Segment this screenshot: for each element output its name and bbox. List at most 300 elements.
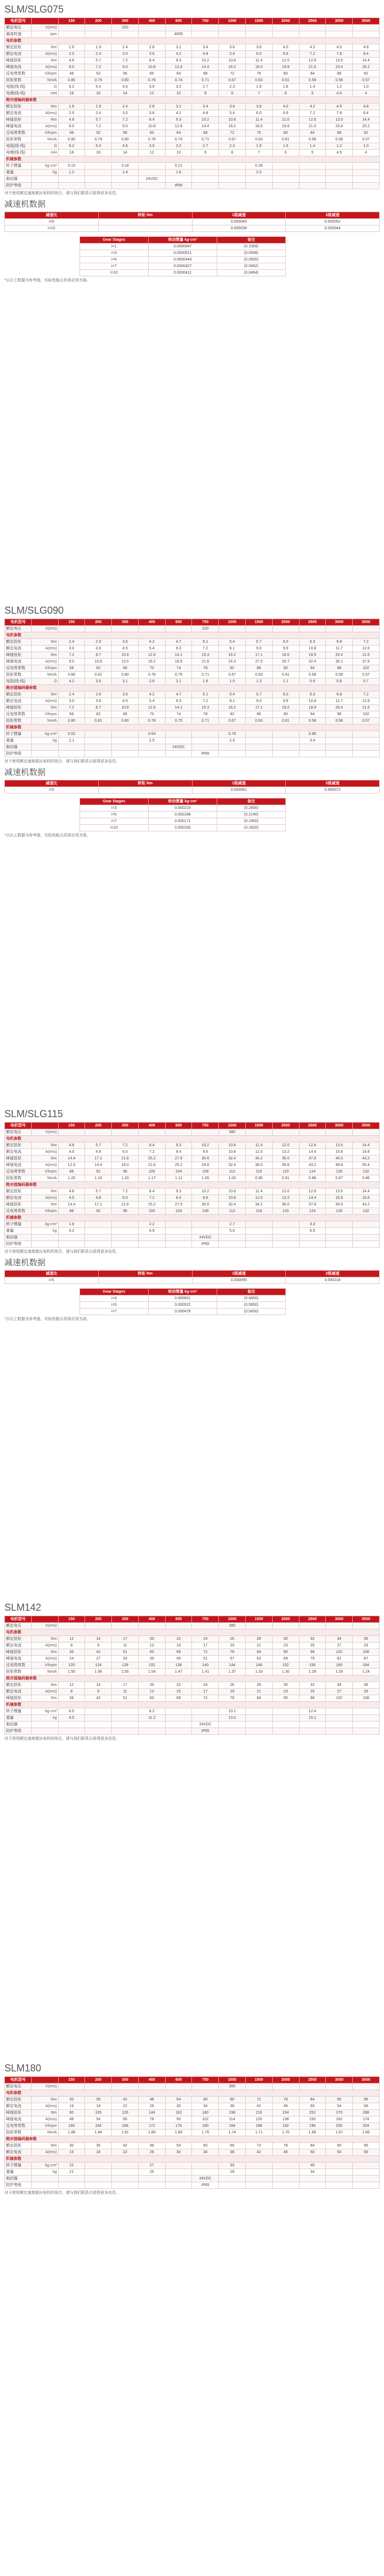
cell-value: 94 — [299, 665, 326, 672]
cell-value: 0.58 — [299, 672, 326, 678]
cell-value — [112, 1722, 139, 1728]
reducer-cell — [98, 219, 192, 225]
cell-value — [138, 1722, 165, 1728]
cell-value — [192, 1129, 219, 1136]
cell-value: 42 — [246, 2149, 273, 2156]
section-slm-slg115 — [4, 1108, 380, 1324]
row-unit: Nm — [31, 1142, 58, 1149]
table-row — [5, 1156, 380, 1162]
cell-value: 32.4 — [299, 659, 326, 665]
cell-value: 7.2 — [192, 646, 219, 652]
cell-value: 8.4 — [165, 1149, 192, 1156]
cell-value: 50.4 — [353, 1162, 380, 1169]
cell-value: 2.2 — [138, 1221, 165, 1228]
cell-value: 112 — [219, 1208, 246, 1215]
table-row — [5, 1629, 380, 1636]
cell-value — [85, 2176, 112, 2182]
cell-value: 64 — [165, 71, 192, 77]
cell-value: 16.8 — [353, 1195, 380, 1202]
cell-value: 16.2 — [219, 652, 246, 659]
row-label: 峰值扭矩 — [5, 1649, 32, 1656]
cell-value: 102 — [353, 665, 380, 672]
cell-value: 12.6 — [299, 117, 326, 123]
inertia-cell: (0.2140) — [217, 812, 285, 818]
table-row — [5, 2182, 380, 2189]
cell-value: 84 — [299, 71, 326, 77]
reducer-header: 1级减速 — [192, 780, 286, 787]
cell-value: 42 — [85, 1695, 112, 1702]
inertia-header: Gear Stages — [80, 1289, 148, 1295]
cell-value: 11.2 — [138, 1715, 165, 1722]
cell-value: 4.7 — [165, 692, 192, 698]
cell-value — [272, 2182, 299, 2189]
cell-value: 3.6 — [85, 678, 112, 685]
cell-value: 10.2 — [192, 1188, 219, 1195]
cell-value: 11.7 — [326, 646, 353, 652]
cell-value: 6 — [272, 150, 299, 156]
cell-value: 4.8 — [353, 104, 380, 110]
cell-value — [192, 1708, 219, 1715]
cell-value: 1.20 — [58, 1175, 85, 1182]
inertia-cell: 0.0000521 — [148, 250, 217, 257]
table-row — [5, 1195, 380, 1202]
cell-value: 29 — [353, 1689, 380, 1695]
cell-value: 62 — [85, 711, 112, 718]
inertia-cell: i=7 — [80, 818, 148, 825]
cell-value: 6.3 — [299, 692, 326, 698]
row-label: 峰值电流 — [5, 1162, 32, 1169]
cell-value — [272, 1722, 299, 1728]
cell-value: 16 — [58, 2149, 85, 2156]
cell-value: 3.6 — [112, 639, 139, 646]
cell-value — [353, 738, 380, 744]
cell-value: 8.7 — [85, 652, 112, 659]
cell-value: 0.61 — [272, 718, 299, 724]
row-label: 电阻(线-线) — [5, 84, 32, 90]
table-row — [5, 1695, 380, 1702]
cell-value: 168 — [112, 2123, 139, 2130]
row-label: 制动器 — [5, 176, 32, 183]
row-label: 防护等级 — [5, 183, 32, 189]
table-row — [5, 1175, 380, 1182]
cell-value — [219, 25, 246, 31]
cell-value — [165, 1708, 192, 1715]
inertia-cell: i=3 — [80, 250, 148, 257]
column-header — [31, 1616, 58, 1623]
cell-value: 72 — [246, 2097, 273, 2103]
cell-value: 1.41 — [192, 1669, 219, 1675]
cell-value: 0.80 — [112, 137, 139, 143]
row-unit: Nm/A — [31, 77, 58, 84]
inertia-cell: i=10 — [80, 825, 148, 831]
row-label: 扭矩常数 — [5, 672, 32, 678]
cell-value — [326, 2084, 353, 2090]
cell-value: 22 — [112, 2149, 139, 2156]
reducer-cell: i=5 — [5, 219, 99, 225]
cell-value: 3.0 — [112, 51, 139, 58]
cell-value: 164 — [353, 1662, 380, 1669]
cell-value: 74 — [165, 665, 192, 672]
cell-value: 128 — [326, 1169, 353, 1175]
table-row — [5, 639, 380, 646]
cell-value: 1.6 — [165, 169, 192, 176]
cell-value: 4.8 — [353, 44, 380, 51]
cell-value — [165, 1728, 192, 1735]
cell-value: 20 — [138, 1636, 165, 1643]
cell-value — [112, 1129, 139, 1136]
cell-value: 0.21 — [165, 163, 192, 169]
cell-value: 68 — [192, 130, 219, 137]
cell-value: 1.8 — [58, 1221, 85, 1228]
cell-value — [112, 626, 139, 632]
cell-value: 88 — [326, 130, 353, 137]
cell-value: 22 — [58, 2162, 85, 2169]
column-header: 400 — [138, 2077, 165, 2084]
cell-value: 14.4 — [58, 1202, 85, 1208]
row-label: 重量 — [5, 1715, 32, 1722]
cell-value: 36.0 — [272, 1202, 299, 1208]
cell-value: 1.50 — [58, 1669, 85, 1675]
reducer-header: 2级减速 — [286, 212, 380, 219]
reducer-cell: 0.000118 — [286, 1277, 380, 1284]
cell-value: 5 — [299, 150, 326, 156]
cell-value: 162 — [165, 2110, 192, 2116]
cell-value: 1.70 — [272, 2130, 299, 2136]
cell-value — [219, 2176, 246, 2182]
row-label: 最高转速 — [5, 31, 32, 38]
cell-value: 1.6 — [58, 44, 85, 51]
cell-value: 120 — [272, 1208, 299, 1215]
cell-value: 152 — [272, 1662, 299, 1669]
cell-value — [272, 169, 299, 176]
cell-value: 1.8 — [192, 678, 219, 685]
row-unit: A(rms) — [31, 2149, 58, 2156]
table-row — [5, 678, 380, 685]
cell-value: 18.0 — [272, 705, 299, 711]
column-header: 电机型号 — [5, 1616, 32, 1623]
cell-value — [246, 31, 273, 38]
column-header — [31, 2077, 58, 2084]
cell-value: 6.0 — [272, 692, 299, 698]
cell-value: 26 — [219, 1636, 246, 1643]
cell-value: 126 — [246, 2116, 273, 2123]
cell-value: 9.0 — [112, 64, 139, 71]
cell-value: 4.9 — [138, 1228, 165, 1235]
cell-value: 10.8 — [219, 117, 246, 123]
table-row — [5, 176, 380, 183]
table-row — [5, 744, 380, 751]
reducer-title: 减速机数据 — [4, 200, 46, 209]
cell-value: 0.71 — [192, 718, 219, 724]
reducer-cell: 0.000072 — [286, 787, 380, 794]
cell-value — [192, 176, 219, 183]
inertia-header: 转动惯量 kg·cm² — [148, 799, 217, 805]
cell-value: 81 — [326, 1656, 353, 1662]
row-label: 额定扭矩 — [5, 1636, 32, 1643]
cell-value: 1.37 — [219, 1669, 246, 1675]
cell-value: 5.4 — [219, 110, 246, 117]
cell-value — [353, 2169, 380, 2176]
cell-value: 21.6 — [138, 1162, 165, 1169]
cell-value — [165, 2084, 192, 2090]
cell-value: 1.91 — [112, 2130, 139, 2136]
cell-value: 84 — [246, 1649, 273, 1656]
cell-value — [299, 1722, 326, 1728]
table-row — [5, 711, 380, 718]
cell-value — [219, 183, 246, 189]
cell-value: 6.8 — [326, 639, 353, 646]
cell-value: 4.8 — [192, 110, 219, 117]
cell-value: 42 — [246, 2103, 273, 2110]
cell-value: 1.2 — [326, 143, 353, 150]
cell-value: 9.3 — [165, 1188, 192, 1195]
cell-value — [138, 626, 165, 632]
cell-value: 0.78 — [138, 718, 165, 724]
row-unit: Nm — [31, 1188, 58, 1195]
table-row — [5, 2176, 380, 2182]
cell-value — [272, 2084, 299, 2090]
table-row — [5, 724, 380, 731]
cell-value: 0.80 — [112, 672, 139, 678]
cell-value — [192, 1623, 219, 1629]
cell-value — [112, 1708, 139, 1715]
reducer-header: 转矩 Nm — [98, 212, 192, 219]
cell-value — [272, 2176, 299, 2182]
cell-value: 116 — [246, 1169, 273, 1175]
cell-value — [112, 2176, 139, 2182]
cell-value: 11 — [112, 1643, 139, 1649]
cell-value: 1.30 — [272, 1669, 299, 1675]
cell-value: 1.80 — [165, 2130, 192, 2136]
cell-value: 6.0 — [58, 123, 85, 130]
cell-value: 0.80 — [58, 137, 85, 143]
spec-table — [4, 18, 380, 189]
cell-value: 26 — [138, 2103, 165, 2110]
cell-value: 84 — [246, 1695, 273, 1702]
cell-value: 1.2 — [58, 169, 85, 176]
cell-value: 30 — [272, 1636, 299, 1643]
table-row — [80, 257, 285, 263]
row-unit — [31, 744, 58, 751]
cell-value — [246, 1235, 273, 1241]
cell-value: 24VDC — [192, 1235, 219, 1241]
cell-value — [219, 2182, 246, 2189]
cell-value: 2.4 — [112, 104, 139, 110]
cell-value: 102 — [326, 1695, 353, 1702]
inertia-cell: (0.5950) — [217, 1302, 285, 1309]
cell-value: 88 — [58, 1208, 85, 1215]
row-label: 峰值扭矩 — [5, 2110, 32, 2116]
cell-value: 10.1 — [219, 1708, 246, 1715]
row-unit: kg — [31, 1715, 58, 1722]
cell-value: 198 — [219, 2110, 246, 2116]
cell-value: 2.7 — [219, 1221, 246, 1228]
cell-value: 60 — [138, 71, 165, 77]
cell-value — [353, 1722, 380, 1728]
row-label: 扭矩常数 — [5, 2130, 32, 2136]
row-unit: Ω — [31, 678, 58, 685]
row-unit: Nm/A — [31, 137, 58, 143]
cell-value — [192, 1221, 219, 1228]
cell-value: 0.78 — [138, 77, 165, 84]
cell-value: 16 — [85, 90, 112, 97]
cell-value: 9 — [192, 150, 219, 156]
cell-value: 108 — [192, 1169, 219, 1175]
cell-value: 46 — [272, 2149, 299, 2156]
cell-value — [353, 626, 380, 632]
cell-value: 8.4 — [353, 51, 380, 58]
cell-value: 12.0 — [272, 58, 299, 64]
table-row — [5, 1669, 380, 1675]
cell-value: 120 — [272, 1169, 299, 1175]
band-label: 绝对值编码器参数 — [5, 2136, 380, 2143]
cell-value: 9.6 — [192, 1149, 219, 1156]
cell-value: 13.5 — [326, 1188, 353, 1195]
cell-value: 15.3 — [192, 705, 219, 711]
cell-value: 3.4 — [192, 104, 219, 110]
cell-value — [58, 1235, 85, 1241]
column-header: 200 — [85, 619, 112, 626]
cell-value: 84 — [299, 130, 326, 137]
cell-value — [58, 751, 85, 757]
cell-value: 1.11 — [165, 1175, 192, 1182]
row-unit: kg·cm² — [31, 1708, 58, 1715]
cell-value: 172 — [138, 2123, 165, 2130]
table-row — [80, 812, 285, 818]
cell-value: 78 — [192, 665, 219, 672]
row-unit: V/krpm — [31, 1208, 58, 1215]
cell-value: 4.6 — [112, 84, 139, 90]
cell-value: 8.1 — [219, 698, 246, 705]
cell-value — [272, 626, 299, 632]
row-unit: kg — [31, 1228, 58, 1235]
cell-value — [58, 626, 85, 632]
cell-value — [58, 1623, 85, 1629]
row-unit: V/krpm — [31, 71, 58, 77]
row-label: 额定扭矩 — [5, 2143, 32, 2149]
cell-value: 0.78 — [138, 672, 165, 678]
cell-value: 216 — [246, 2110, 273, 2116]
column-header: 1000 — [219, 1123, 246, 1129]
cell-value: 22 — [112, 2103, 139, 2110]
row-label: 扭矩常数 — [5, 1175, 32, 1182]
inertia-header: 转动惯量 kg·cm² — [148, 1289, 217, 1295]
cell-value: 7 — [246, 90, 273, 97]
cell-value: 200 — [326, 2123, 353, 2130]
cell-value: 9 — [85, 1689, 112, 1695]
cell-value: 1.20 — [112, 1175, 139, 1182]
row-label: 额定电流 — [5, 51, 32, 58]
row-unit: A(rms) — [31, 1162, 58, 1169]
cell-value: 90 — [58, 2110, 85, 2116]
cell-value: 64 — [165, 130, 192, 137]
section-title: SLM/SLG075 — [4, 4, 64, 15]
cell-value: 1.88 — [58, 2130, 85, 2136]
cell-value: 0.80 — [112, 718, 139, 724]
cell-value: 3.4 — [299, 738, 326, 744]
cell-value — [326, 1235, 353, 1241]
column-header: 750 — [192, 1616, 219, 1623]
table-row — [5, 104, 380, 110]
cell-value: 6.6 — [272, 110, 299, 117]
cell-value: 12.0 — [58, 1162, 85, 1169]
row-label: 峰值扭矩 — [5, 652, 32, 659]
cell-value: 184 — [219, 2123, 246, 2130]
cell-value — [246, 2169, 273, 2176]
table-row — [5, 1722, 380, 1728]
cell-value: 0.58 — [299, 137, 326, 143]
cell-value: 48 — [58, 130, 85, 137]
cell-value — [192, 744, 219, 751]
table-row — [5, 110, 380, 117]
cell-value — [353, 25, 380, 31]
cell-value: 21 — [246, 1689, 273, 1695]
cell-value: 13.2 — [272, 1149, 299, 1156]
cell-value — [58, 2176, 85, 2182]
cell-value: 2.4 — [58, 692, 85, 698]
cell-value — [246, 2084, 273, 2090]
cell-value — [138, 1235, 165, 1241]
cell-value: 90 — [326, 2143, 353, 2149]
reducer-cell: 0.000044 — [286, 225, 380, 232]
cell-value — [353, 176, 380, 183]
cell-value: 11.7 — [326, 698, 353, 705]
cell-value — [246, 1708, 273, 1715]
cell-value: 128 — [326, 1208, 353, 1215]
cell-value — [246, 1228, 273, 1235]
cell-value: 0.71 — [192, 137, 219, 143]
cell-value: 48 — [138, 2143, 165, 2149]
cell-value — [85, 25, 112, 31]
cell-value — [85, 1221, 112, 1228]
cell-value: 176 — [165, 2123, 192, 2130]
cell-value: 188 — [246, 2123, 273, 2130]
inertia-header: 备注 — [217, 1289, 285, 1295]
inertia-cell: 0.000478 — [148, 1309, 217, 1315]
cell-value — [326, 738, 353, 744]
table-row — [5, 1682, 380, 1689]
cell-value: 66 — [165, 1695, 192, 1702]
cell-value: 23.4 — [326, 123, 353, 130]
cell-value: 12 — [138, 150, 165, 156]
row-label: 转子惯量 — [5, 2162, 32, 2169]
cell-value — [299, 169, 326, 176]
cell-value — [112, 744, 139, 751]
band-label: 机械参数 — [5, 1702, 380, 1708]
cell-value — [138, 169, 165, 176]
column-header: 1500 — [246, 2077, 273, 2084]
row-label: 额定扭矩 — [5, 1142, 32, 1149]
column-header: 750 — [192, 619, 219, 626]
column-header: 2500 — [299, 1616, 326, 1623]
cell-value — [138, 744, 165, 751]
footnote: 对于使用额定速度超出电机的场合，请与我们联系以获得更多信息。 — [4, 191, 120, 195]
cell-value: 30 — [58, 2097, 85, 2103]
cell-value: 0.78 — [138, 137, 165, 143]
reducer-cell: i=10 — [5, 225, 99, 232]
inertia-header: 备注 — [217, 799, 285, 805]
row-label: 反电势常数 — [5, 1662, 32, 1669]
inertia-cell: 0.000522 — [148, 1302, 217, 1309]
cell-value: 66 — [219, 2143, 246, 2149]
cell-value — [112, 1235, 139, 1241]
table-row — [5, 183, 380, 189]
cell-value — [112, 731, 139, 738]
cell-value: 12 — [58, 1682, 85, 1689]
cell-value — [246, 738, 273, 744]
cell-value — [326, 1715, 353, 1722]
cell-value: 6.6 — [272, 51, 299, 58]
